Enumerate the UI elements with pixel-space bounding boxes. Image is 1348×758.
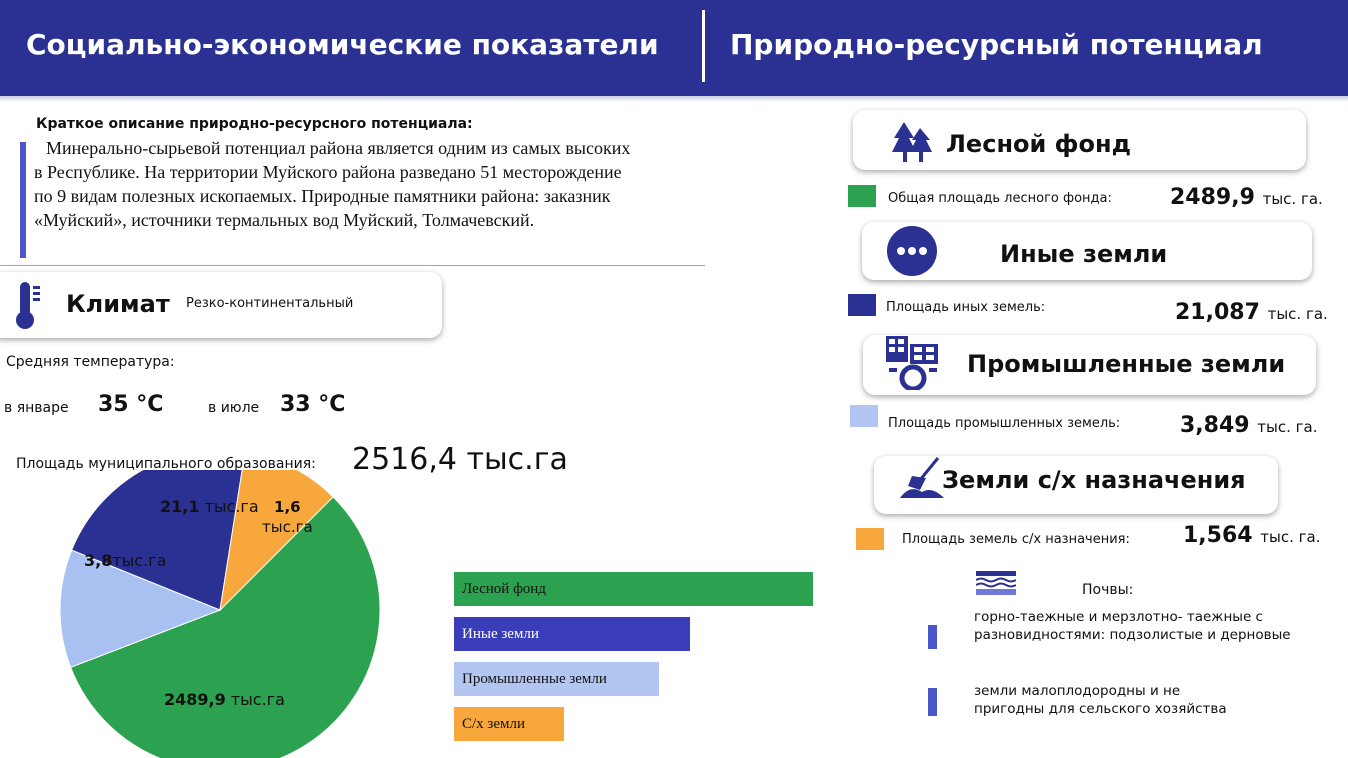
soils-title: Почвы:: [1082, 582, 1134, 598]
description-accent-bar: [20, 142, 26, 258]
soil-item: [974, 608, 1291, 644]
legend-bar-forest: [454, 572, 813, 606]
agri-value: 1,564: [1183, 523, 1253, 548]
area-label: Площадь муниципального образования:: [16, 456, 316, 472]
legend-label: Иные земли: [462, 626, 539, 642]
header-divider: [702, 10, 705, 82]
industrial-value: 3,849: [1180, 413, 1250, 438]
pie-label-forest: 2489,9 тыс.га: [164, 690, 285, 709]
header-bar: [0, 0, 1348, 96]
soil-bullet: [928, 688, 937, 716]
industrial-title: Промышленные земли: [967, 350, 1286, 378]
agri-label: Площадь земель с/х назначения:: [902, 532, 1130, 547]
avg-temp-label: Средняя температура:: [6, 354, 175, 370]
forest-title: Лесной фонд: [946, 130, 1131, 158]
legend-label: Лесной фонд: [462, 581, 546, 597]
legend-bar-industrial: [454, 662, 659, 696]
soil-item: [974, 682, 1227, 718]
pie-label-other: 21,1 тыс.га: [160, 497, 259, 516]
climate-type: Резко-континентальный: [186, 296, 354, 311]
legend-label: Промышленные земли: [462, 671, 607, 687]
jul-label: в июле: [208, 400, 260, 416]
pie-label-industrial: 3,8тыс.га: [84, 551, 167, 570]
legend-bar-agri: [454, 707, 564, 741]
jul-value: 33 °С: [280, 392, 346, 417]
soil-line: горно-таежные и мерзлотно- таежные с: [974, 609, 1263, 625]
pie-label-agri: 1,6 тыс.га: [262, 498, 313, 536]
soil-bullet: [928, 625, 937, 649]
description-divider: [0, 265, 705, 266]
soil-icon: [976, 571, 1016, 601]
soil-line: пригодны для сельского хозяйства: [974, 701, 1227, 717]
description-line: в Республике. На территории Муйского района разведано 51 месторождение: [34, 162, 622, 182]
soil-line: разновидностями: подзолистые и дерновые: [974, 627, 1291, 643]
other-value-wrap: [1175, 300, 1328, 325]
legend-label: С/х земли: [462, 716, 526, 732]
climate-title: Климат: [66, 290, 170, 318]
header-right-title: Природно-ресурсный потенциал: [730, 28, 1263, 61]
soil-line: земли малоплодородны и не: [974, 683, 1181, 699]
description-text: [34, 136, 774, 232]
forest-label: Общая площадь лесного фонда:: [888, 191, 1112, 206]
shovel-icon: [898, 456, 946, 504]
description-line: «Муйский», источники термальных вод Муйский, Толмачевский.: [34, 210, 535, 230]
industrial-value-wrap: [1180, 413, 1317, 438]
jan-label: в январе: [4, 400, 69, 416]
description-heading: Краткое описание природно-ресурсного потенциала:: [36, 116, 473, 132]
description-line: по 9 видам полезных ископаемых. Природные памятники района: заказник: [34, 186, 611, 206]
thermometer-icon: [14, 280, 42, 334]
other-swatch: [848, 294, 876, 316]
other-label: Площадь иных земель:: [886, 300, 1046, 315]
header-left-title: Социально-экономические показатели: [26, 28, 659, 61]
other-title: Иные земли: [1000, 240, 1168, 268]
forest-unit: тыс. га.: [1262, 190, 1323, 208]
header-shadow: [0, 96, 1348, 102]
other-unit: тыс. га.: [1267, 305, 1328, 323]
more-dots-icon: [886, 225, 938, 281]
forest-value: 2489,9: [1170, 185, 1255, 210]
forest-swatch: [848, 185, 876, 207]
tree-icon: [890, 120, 934, 168]
agri-swatch: [856, 528, 884, 550]
area-value: 2516,4 тыс.га: [352, 442, 568, 477]
other-value: 21,087: [1175, 300, 1260, 325]
factory-icon: [884, 334, 942, 394]
industrial-swatch: [850, 405, 878, 427]
industrial-unit: тыс. га.: [1257, 418, 1318, 436]
agri-unit: тыс. га.: [1260, 528, 1321, 546]
forest-value-wrap: [1170, 185, 1323, 210]
jan-value: 35 °С: [98, 392, 164, 417]
description-line: Минерально-сырьевой потенциал района является одним из самых высоких: [46, 138, 631, 158]
industrial-label: Площадь промышленных земель:: [888, 416, 1121, 431]
agri-value-wrap: [1183, 523, 1320, 548]
legend-bar-other: [454, 617, 690, 651]
agri-title: Земли с/х назначения: [942, 466, 1246, 494]
